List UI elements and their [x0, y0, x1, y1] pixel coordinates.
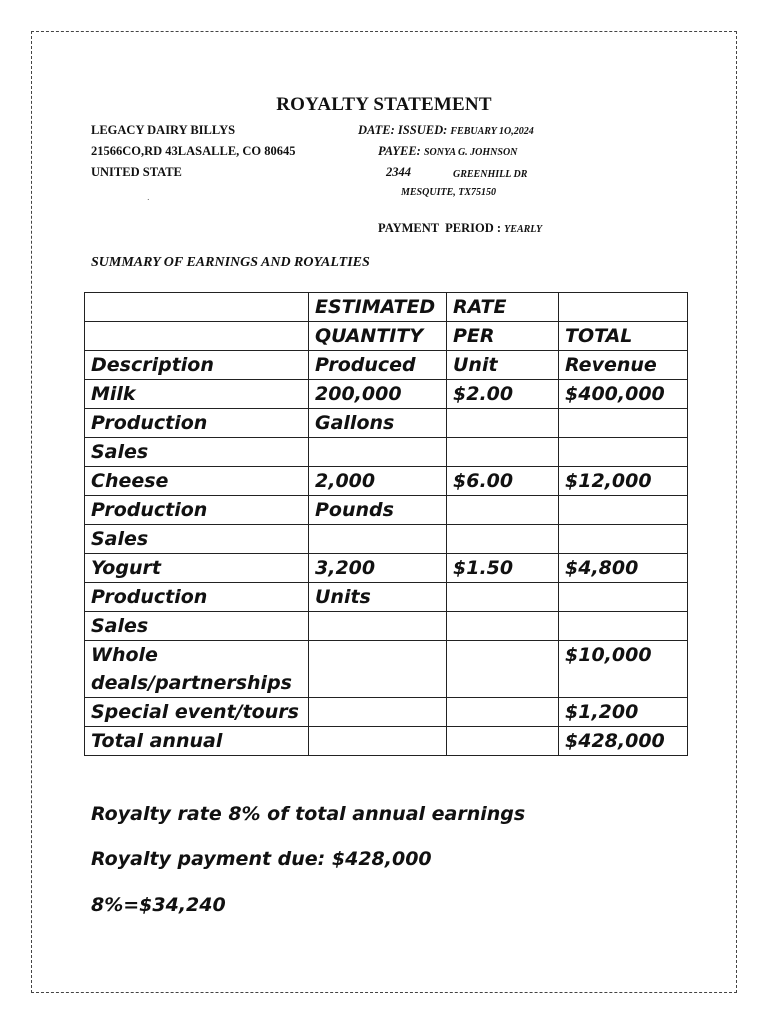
royalty-calc: 8%=$34,240 — [91, 894, 226, 916]
table-row — [85, 496, 688, 525]
payee — [378, 144, 517, 160]
table-row — [85, 467, 688, 496]
issue-date-label: DATE: ISSUED: — [358, 123, 448, 137]
table-cell — [559, 409, 688, 438]
statement-title: ROYALTY STATEMENT — [276, 94, 492, 115]
table-row-wholesale — [85, 641, 688, 698]
table-cell: RATE — [447, 293, 559, 322]
table-cell: $10,000 — [559, 641, 688, 698]
table-header-row — [85, 351, 688, 380]
table-cell: Production — [85, 409, 309, 438]
wholesale-label-line2: deals/partnerships — [91, 672, 292, 694]
table-cell: Description — [85, 351, 309, 380]
table-cell: Pounds — [309, 496, 447, 525]
issue-date-value: FEBUARY 1O,2024 — [450, 126, 534, 137]
issue-date — [358, 123, 534, 139]
table-cell: Unit — [447, 351, 559, 380]
table-row — [85, 612, 688, 641]
table-row — [85, 409, 688, 438]
table-cell — [559, 583, 688, 612]
payment-period-value: YEARLY — [504, 224, 543, 235]
payee-name: SONYA G. JOHNSON — [423, 147, 518, 158]
table-cell — [447, 438, 559, 467]
table-cell: Yogurt — [85, 554, 309, 583]
table-cell: Produced — [309, 351, 447, 380]
table-cell: $6.00 — [447, 467, 559, 496]
summary-heading: SUMMARY OF EARNINGS AND ROYALTIES — [91, 255, 370, 270]
street-name: GREENHILL DR — [453, 169, 528, 180]
city-name: MESQUITE, TX75150 — [401, 187, 497, 198]
table-cell: $1,200 — [559, 698, 688, 727]
table-cell: $400,000 — [559, 380, 688, 409]
table-cell — [447, 612, 559, 641]
table-cell: Sales — [85, 612, 309, 641]
table-cell: Total annual — [85, 727, 309, 756]
table-cell: Gallons — [309, 409, 447, 438]
table-cell: TOTAL — [559, 322, 688, 351]
table-cell: $2.00 — [447, 380, 559, 409]
table-cell: $12,000 — [559, 467, 688, 496]
table-cell — [85, 322, 309, 351]
table-row — [85, 583, 688, 612]
payment-period — [378, 221, 542, 237]
table-cell — [559, 496, 688, 525]
table-row — [85, 554, 688, 583]
table-cell: Cheese — [85, 467, 309, 496]
stray-mark: . — [147, 193, 150, 202]
table-cell — [309, 612, 447, 641]
table-cell: Production — [85, 583, 309, 612]
table-cell — [85, 293, 309, 322]
table-cell: $1.50 — [447, 554, 559, 583]
table-cell: Revenue — [559, 351, 688, 380]
table-cell: $4,800 — [559, 554, 688, 583]
payee-street — [453, 166, 527, 182]
table-cell — [447, 525, 559, 554]
royalty-rate: Royalty rate 8% of total annual earnings — [91, 803, 526, 825]
table-cell — [447, 698, 559, 727]
earnings-table — [84, 292, 688, 756]
table-cell: 200,000 — [309, 380, 447, 409]
table-cell: $428,000 — [559, 727, 688, 756]
table-cell — [309, 698, 447, 727]
table-row — [85, 525, 688, 554]
wholesale-label-line1: Whole — [91, 644, 158, 666]
table-cell: Sales — [85, 438, 309, 467]
table-cell — [309, 727, 447, 756]
table-cell: ESTIMATED — [309, 293, 447, 322]
table-cell — [309, 438, 447, 467]
table-cell: 2,000 — [309, 467, 447, 496]
table-cell — [447, 409, 559, 438]
table-cell: Production — [85, 496, 309, 525]
table-cell — [559, 525, 688, 554]
table-cell — [309, 525, 447, 554]
table-cell — [559, 612, 688, 641]
payment-period-label: PAYMENT PERIOD : — [378, 221, 502, 235]
payee-street-number — [386, 165, 411, 180]
street-number: 2344 — [386, 165, 411, 179]
payee-city — [401, 184, 496, 200]
table-row — [85, 438, 688, 467]
table-cell: 3,200 — [309, 554, 447, 583]
table-cell — [309, 641, 447, 698]
table-cell: Milk — [85, 380, 309, 409]
table-cell — [447, 641, 559, 698]
table-cell — [559, 438, 688, 467]
table-cell — [447, 496, 559, 525]
table-cell — [447, 583, 559, 612]
company-name: LEGACY DAIRY BILLYS — [91, 123, 236, 137]
table-cell: PER — [447, 322, 559, 351]
table-header-row — [85, 293, 688, 322]
company-address: 21566CO,RD 43LASALLE, CO 80645 — [91, 144, 296, 158]
table-cell: Units — [309, 583, 447, 612]
table-cell: Special event/tours — [85, 698, 309, 727]
table-cell — [447, 727, 559, 756]
royalty-due: Royalty payment due: $428,000 — [91, 848, 432, 870]
table-cell — [85, 641, 309, 698]
table-cell — [559, 293, 688, 322]
table-header-row — [85, 322, 688, 351]
table-row-special — [85, 698, 688, 727]
table-cell: Sales — [85, 525, 309, 554]
payee-label: PAYEE: — [378, 144, 421, 158]
table-cell: QUANTITY — [309, 322, 447, 351]
table-row — [85, 380, 688, 409]
table-row-total — [85, 727, 688, 756]
company-country: UNITED STATE — [91, 165, 182, 179]
